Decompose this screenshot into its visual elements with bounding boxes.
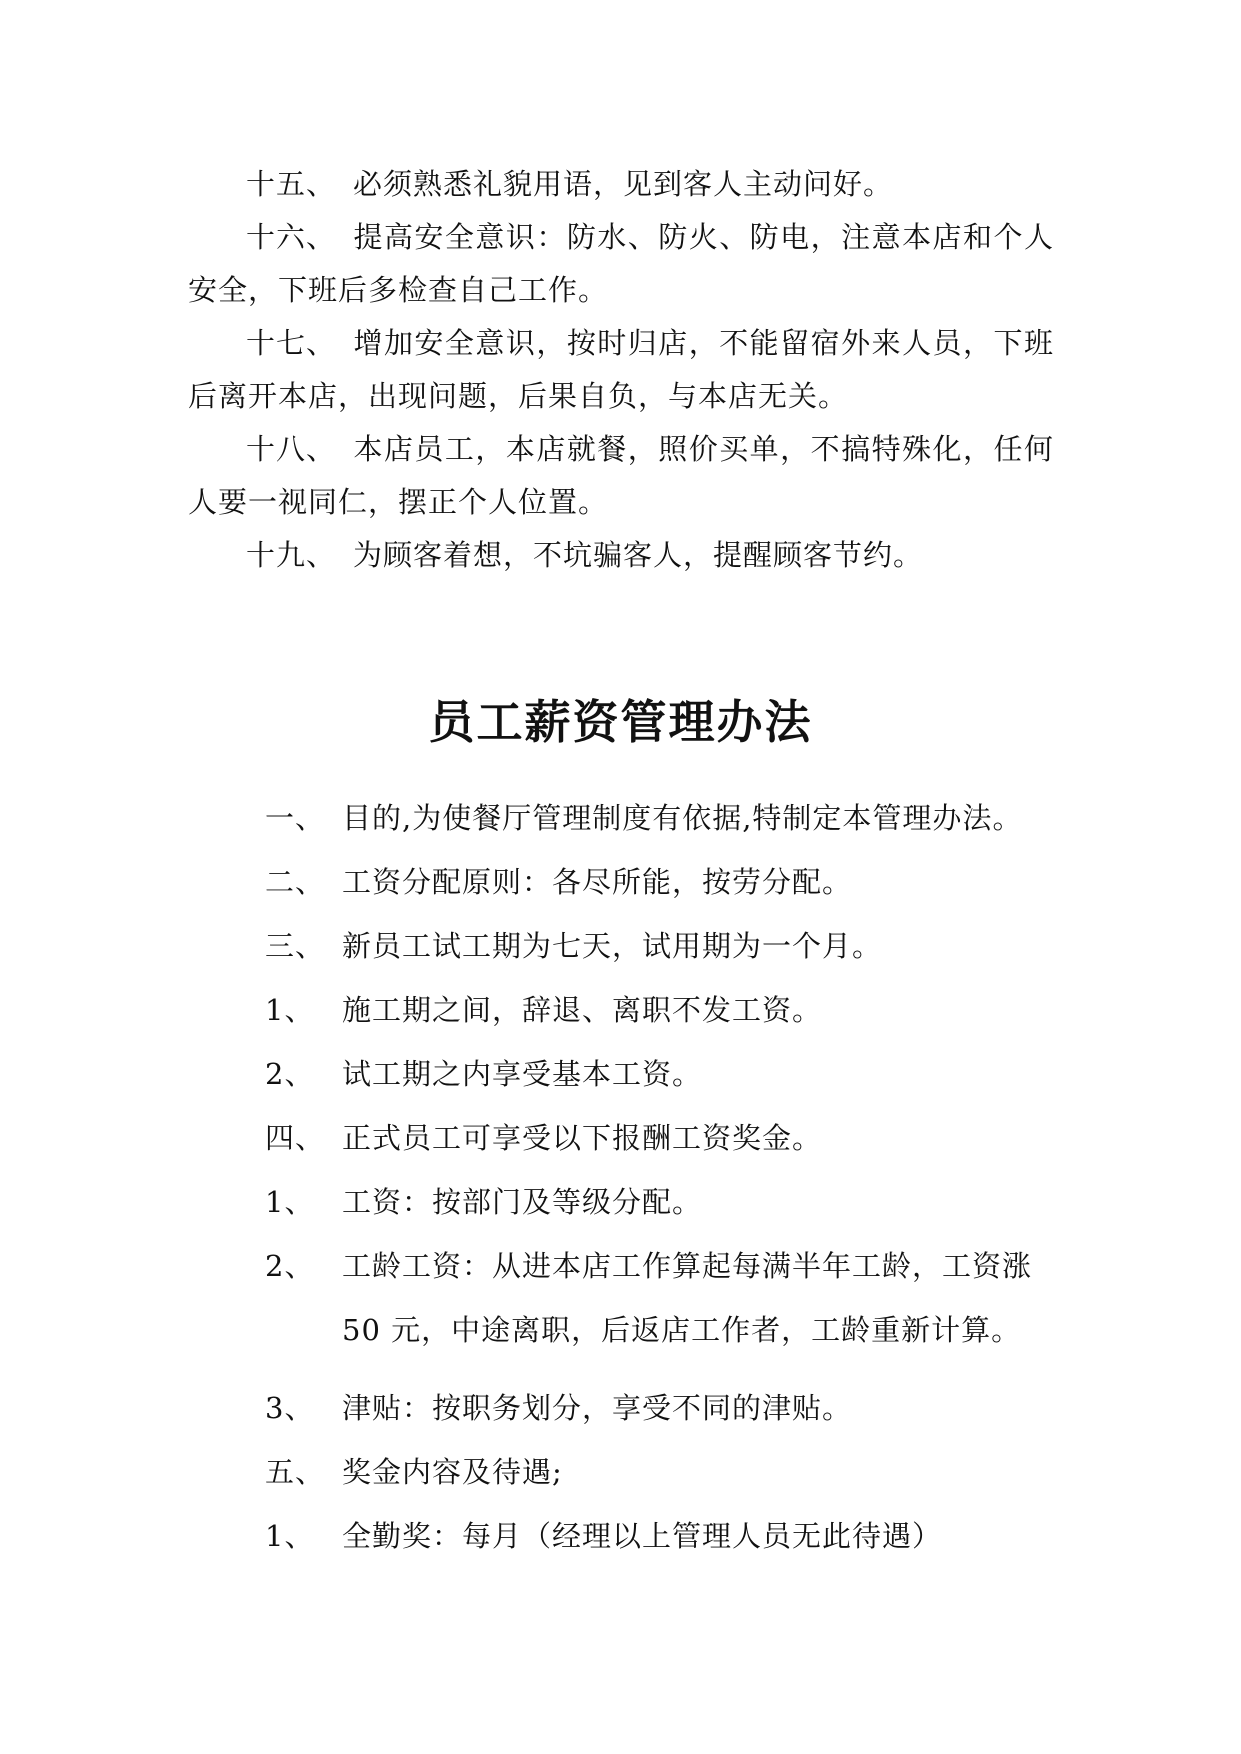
- clause-item: [265, 1518, 1065, 1582]
- clause-number: 一、: [265, 801, 326, 835]
- rule-item: [188, 317, 1054, 423]
- clause-item: [265, 928, 1065, 992]
- rule-item: [188, 211, 1054, 317]
- clause-text: 全勤奖：每月（经理以上管理人员无此待遇）: [342, 1519, 943, 1553]
- rule-text: 必须熟悉礼貌用语，见到客人主动问好。: [353, 167, 894, 201]
- rule-text: 增加安全意识，按时归店，不能留宿外来人员，下班后离开本店，出现问题，后果自负，与本店无关。: [188, 326, 1054, 413]
- rule-text: 本店员工，本店就餐，照价买单，不搞特殊化，任何人要一视同仁，摆正个人位置。: [188, 432, 1054, 519]
- clause-text: 奖金内容及待遇;: [342, 1455, 563, 1489]
- clause-number: 五、: [265, 1455, 326, 1489]
- clause-text: 施工期之间，辞退、离职不发工资。: [342, 993, 823, 1027]
- rule-item: [188, 529, 1054, 582]
- rule-item: [188, 158, 1054, 211]
- clause-item: [265, 1390, 1065, 1454]
- clause-text: 工龄工资：从进本店工作算起每满半年工龄，工资涨50 元，中途离职，后返店工作者，工龄重新计算。: [342, 1249, 1033, 1347]
- rule-text: 提高安全意识：防水、防火、防电，注意本店和个人安全，下班后多检查自己工作。: [188, 220, 1054, 307]
- clause-number: 四、: [265, 1121, 326, 1155]
- rule-text: 为顾客着想，不坑骗客人，提醒顾客节约。: [353, 538, 924, 572]
- rule-number: 十七、: [246, 326, 337, 360]
- rule-number: 十九、: [246, 538, 337, 572]
- rule-number: 十六、: [246, 220, 337, 254]
- clause-number: 3、: [265, 1391, 315, 1425]
- clause-number: 2、: [265, 1249, 315, 1283]
- clause-item: [265, 1454, 1065, 1518]
- clause-text: 津贴：按职务划分，享受不同的津贴。: [342, 1391, 853, 1425]
- clause-item: [265, 992, 1065, 1056]
- clause-number: 1、: [265, 993, 315, 1027]
- clause-text: 试工期之内享受基本工资。: [342, 1057, 703, 1091]
- clause-number: 2、: [265, 1057, 315, 1091]
- clause-number: 二、: [265, 865, 326, 899]
- clause-number: 1、: [265, 1185, 315, 1219]
- clause-item: [265, 864, 1065, 928]
- clause-item: [265, 800, 1065, 864]
- rule-number: 十五、: [246, 167, 337, 201]
- rules-section: [188, 158, 1054, 582]
- clause-number: 三、: [265, 929, 326, 963]
- clause-item: [265, 1120, 1065, 1184]
- clause-text: 正式员工可享受以下报酬工资奖金。: [342, 1121, 823, 1155]
- rule-number: 十八、: [246, 432, 337, 466]
- clause-text: 工资分配原则：各尽所能，按劳分配。: [342, 865, 853, 899]
- clause-item: [265, 1248, 1065, 1362]
- clause-text: 新员工试工期为七天，试用期为一个月。: [342, 929, 883, 963]
- clause-item: [265, 1056, 1065, 1120]
- clause-text: 目的,为使餐厅管理制度有依据,特制定本管理办法。: [342, 801, 1023, 835]
- rule-item: [188, 423, 1054, 529]
- section-title: 员工薪资管理办法: [428, 695, 813, 749]
- clause-text: 工资：按部门及等级分配。: [342, 1185, 703, 1219]
- clause-number: 1、: [265, 1519, 315, 1553]
- salary-clauses: [265, 800, 1065, 1582]
